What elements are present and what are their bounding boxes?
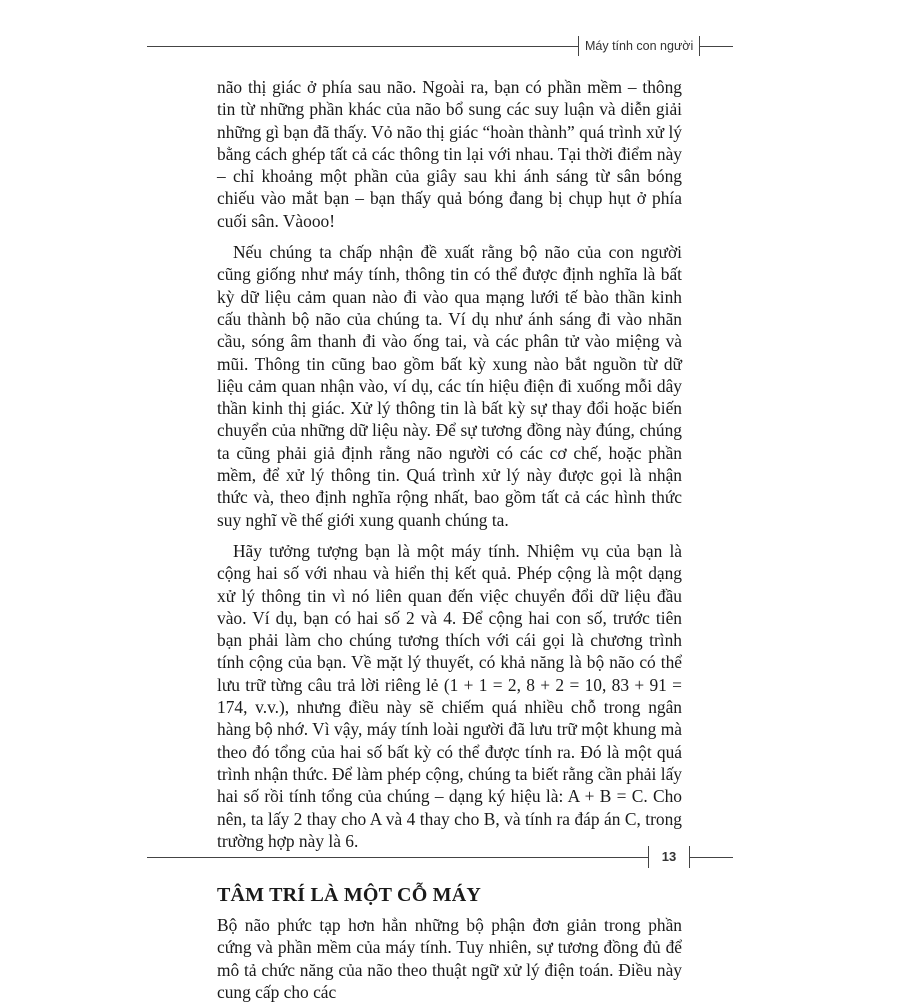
page-body <box>217 76 682 1003</box>
paragraph-1: não thị giác ở phía sau não. Ngoài ra, bạn có phần mềm – thông tin từ những phần khác của não bổ sung các suy luận và diễn giải những gì bạn đã thấy. Vỏ não thị giác “hoàn thành” quá trình xử lý bằng cách ghép tất cả các thông tin lại với nhau. Tại thời điểm này – chỉ khoảng một phần của giây sau khi ánh sáng từ sân bóng chiếu vào mắt bạn – bạn thấy quả bóng đang bị chụp hụt ở phía cuối sân. Vàooo! <box>217 77 682 231</box>
paragraph-2: Nếu chúng ta chấp nhận đề xuất rằng bộ não của con người cũng giống như máy tính, thông tin có thể được định nghĩa là bất kỳ dữ liệu cảm quan nào đi vào qua mạng lưới tế bào thần kinh cấu thành bộ não của chúng ta. Ví dụ như ánh sáng đi vào nhãn cầu, sóng âm thanh đi vào ống tai, và các phân tử vào miệng và mũi. Thông tin cũng bao gồm bất kỳ xung nào bắt nguồn từ dữ liệu cảm quan nhận vào, ví dụ, các tín hiệu điện đi xuống mỗi dây thần kinh thị giác. Xử lý thông tin là bất kỳ sự thay đổi hoặc biến chuyển của những dữ liệu này. Để sự tương đồng này đúng, chúng ta cũng phải giả định rằng não người có các cơ chế, hoặc phần mềm, để xử lý thông tin. Quá trình xử lý này được gọi là nhận thức và, theo định nghĩa rộng nhất, bao gồm tất cả các hình thức suy nghĩ về thế giới xung quanh chúng ta. <box>217 242 682 530</box>
page-number: 13 <box>648 846 690 868</box>
section-paragraph: Bộ não phức tạp hơn hẳn những bộ phận đơn giản trong phần cứng và phần mềm của máy tính. Tuy nhiên, sự tương đồng đủ để mô tả chức năng của não theo thuật ngữ xử lý điện toán. Điều này cung cấp cho các <box>217 915 682 1002</box>
footer-rule <box>147 857 733 858</box>
section-heading: TÂM TRÍ LÀ MỘT CỖ MÁY <box>217 884 482 907</box>
paragraph-3: Hãy tưởng tượng bạn là một máy tính. Nhiệm vụ của bạn là cộng hai số với nhau và hiển thị kết quả. Phép cộng là một dạng xử lý thông tin vì nó liên quan đến việc chuyển đổi dữ liệu đầu vào. Ví dụ, bạn có hai số 2 và 4. Để cộng hai con số, trước tiên bạn phải làm cho chúng tương thích với cái gọi là chương trình tính cộng của bạn. Về mặt lý thuyết, có khả năng là bộ não có thể lưu trữ từng câu trả lời riêng lẻ (1 + 1 = 2, 8 + 2 = 10, 83 + 91 = 174, v.v.), nhưng điều này sẽ chiếm quá nhiều chỗ trong ngân hàng bộ nhớ. Vì vậy, máy tính loài người đã lưu trữ một khung mà theo đó tổng của hai số bất kỳ có thể được tính ra. Đó là một quá trình nhận thức. Để làm phép cộng, chúng ta biết rằng cần phải lấy hai số rồi tính tổng của chúng – dạng ký hiệu là: A + B = C. Cho nên, ta lấy 2 thay cho A và 4 thay cho B, và tính ra đáp án C, trong trường hợp này là 6. <box>217 540 682 851</box>
running-title: Máy tính con người <box>578 36 700 56</box>
